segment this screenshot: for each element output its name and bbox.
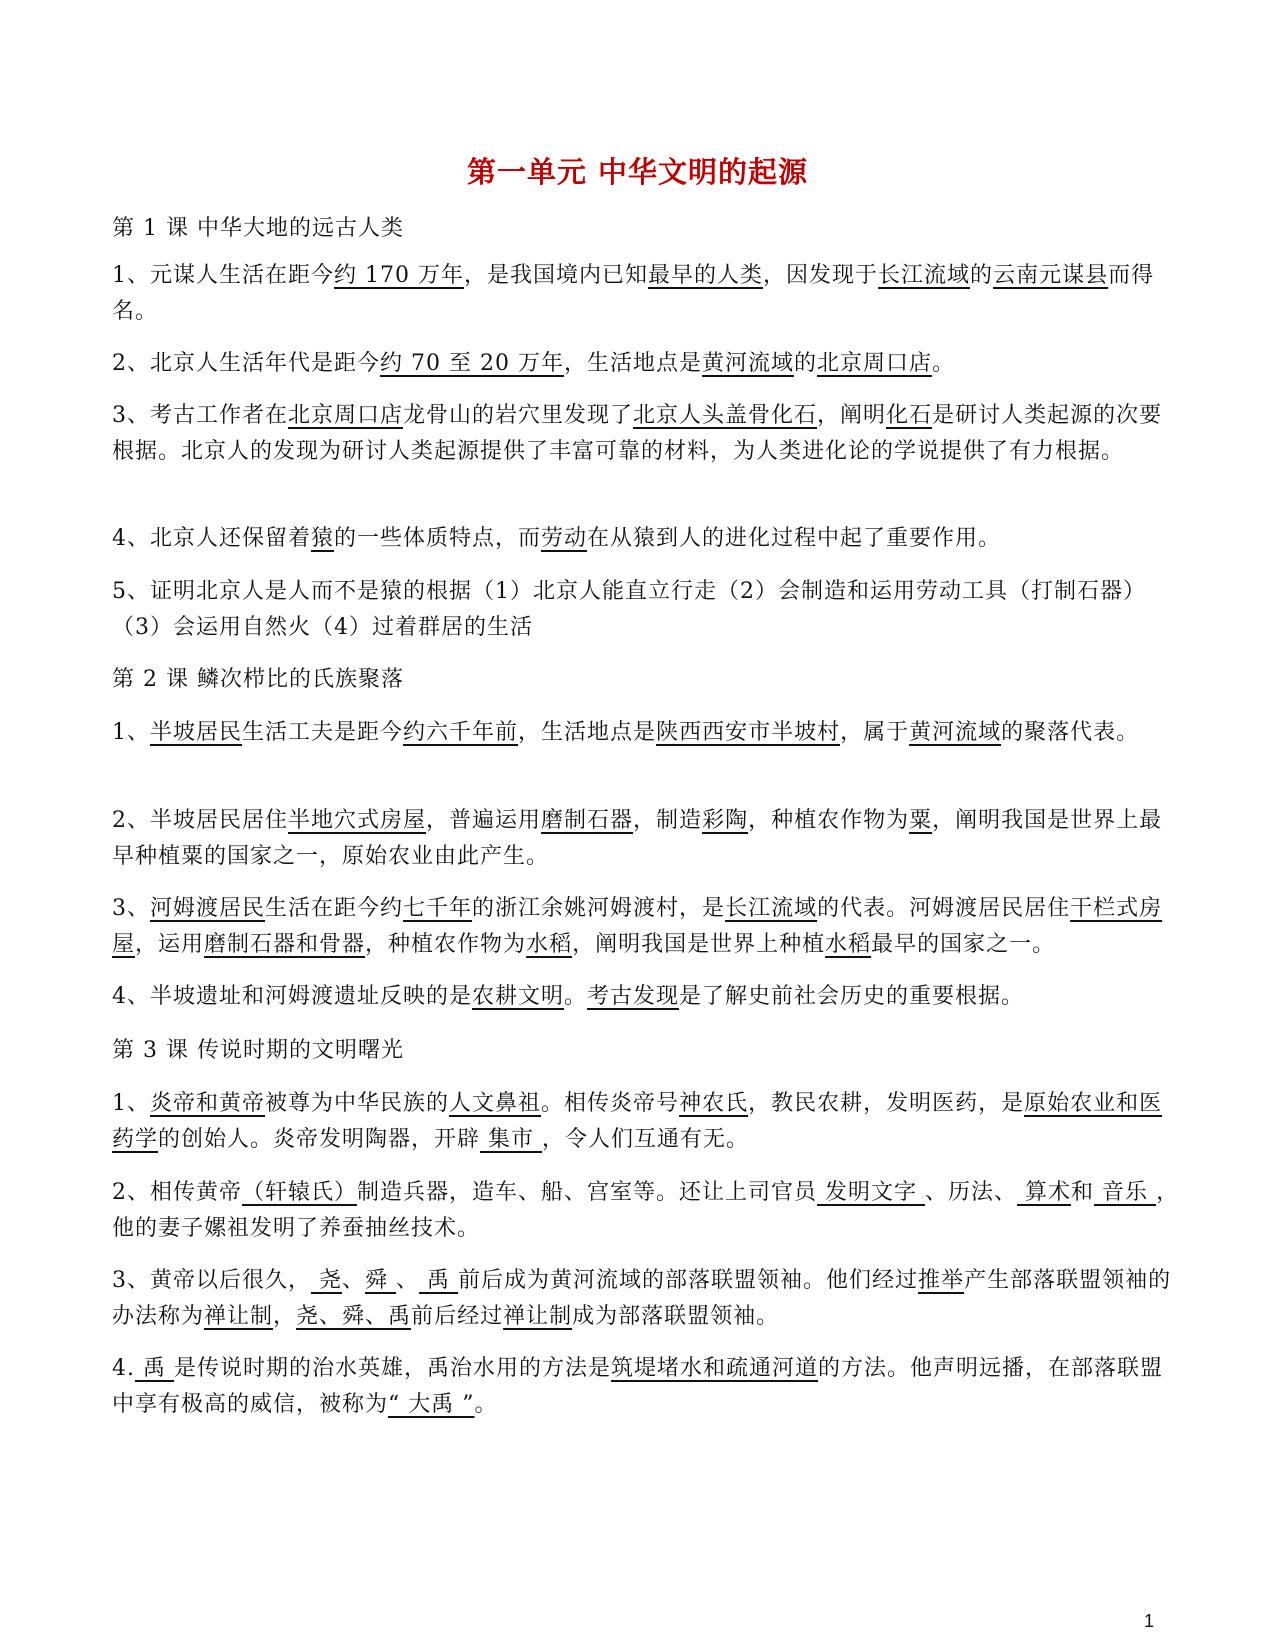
page-title: 第一单元 中华文明的起源	[466, 155, 809, 189]
lesson-2-item-1	[112, 715, 1180, 751]
lesson-1-heading	[112, 211, 1180, 247]
fill-in-answer: 音乐	[1094, 1180, 1157, 1205]
text-segment: 的浙江余姚河姆渡村，是	[472, 896, 726, 921]
lesson-3-heading	[112, 1033, 1180, 1069]
fill-in-answer: 算术	[1017, 1180, 1072, 1205]
text-segment: 。	[474, 1392, 498, 1417]
text-segment: ，阐明我国是世界上最早种植粟的国家之一，原始农业由此产生。	[112, 808, 1163, 869]
fill-in-answer: 河姆渡居民	[150, 896, 266, 921]
text-segment: 生活在距今约	[265, 896, 404, 921]
fill-in-answer: 禅让制	[204, 1304, 274, 1329]
text-segment: 2、北京人生活年代是距今	[112, 351, 380, 376]
text-segment: 是传说时期的治水英雄，禹治水用的方法是	[174, 1356, 612, 1381]
text-segment: 4.	[112, 1356, 135, 1381]
text-segment: 第 3 课 传说时期的文明曙光	[112, 1038, 404, 1063]
text-segment: 。相传炎帝号	[541, 1091, 680, 1116]
fill-in-answer: 半坡居民	[150, 720, 243, 745]
text-segment: 4、北京人还保留着	[112, 526, 311, 551]
fill-in-answer: 农耕文明	[472, 984, 565, 1009]
lesson-1-item-4	[112, 521, 1180, 557]
text-segment: 3、考古工作者在	[112, 403, 288, 428]
text-segment: 在从猿到人的进化过程中起了重要作用。	[587, 526, 1002, 551]
text-segment: 1、元谋人生活在距今	[112, 263, 334, 288]
fill-in-answer: 化石	[886, 403, 933, 428]
text-segment: 3、黄帝以后很久，	[112, 1268, 311, 1293]
lesson-1-item-5	[112, 574, 1180, 646]
text-segment: ，制造	[633, 808, 703, 833]
text-segment: 和	[1071, 1180, 1095, 1205]
fill-in-answer: “ 大禹 ”	[388, 1392, 475, 1417]
text-segment: 。	[932, 351, 956, 376]
fill-in-answer: 猿	[311, 526, 335, 551]
text-segment: 5、证明北京人是人而不是猿的根据（1）北京人能直立行走（2）会制造和运用劳动工具（打制石器）（3）会运用自然火（4）过着群居的生活	[112, 579, 1146, 640]
text-segment: 3、	[112, 896, 150, 921]
text-segment: ，阐明	[817, 403, 887, 428]
text-segment: 。	[564, 984, 588, 1009]
fill-in-answer: 约 170 万年	[334, 263, 464, 288]
text-segment: 是研讨人类起源的次要根据。北京人的发现为研讨人类起源提供了丰富可靠的材料，为人类进化论的学说提供了有力根据。	[112, 403, 1163, 464]
lesson-3-item-4	[112, 1351, 1180, 1423]
text-segment: 、	[396, 1268, 420, 1293]
lesson-2-heading	[112, 662, 1180, 698]
fill-in-answer: 舜	[365, 1268, 397, 1293]
fill-in-answer: 干栏式房屋	[112, 896, 1163, 957]
fill-in-answer: 神农氏	[679, 1091, 749, 1116]
fill-in-answer: 磨制石器	[541, 808, 634, 833]
fill-in-answer: 云南元谋县	[993, 263, 1109, 288]
text-segment: 第 1 课 中华大地的远古人类	[112, 216, 404, 241]
fill-in-answer: 黄河流域	[701, 351, 794, 376]
fill-in-answer: 发明文字	[817, 1180, 926, 1205]
fill-in-answer: 人文鼻祖	[449, 1091, 542, 1116]
lesson-2-item-4	[112, 979, 1180, 1015]
text-segment: 的	[794, 351, 818, 376]
text-segment: 2、半坡居民居住	[112, 808, 288, 833]
fill-in-answer: 黄河流域	[909, 720, 1002, 745]
fill-in-answer: 长江流域	[878, 263, 971, 288]
text-segment: 4、半坡遗址和河姆渡遗址反映的是	[112, 984, 472, 1009]
text-segment: ，他的妻子嫘祖发明了养蚕抽丝技术。	[112, 1180, 1180, 1241]
text-segment: ，种植农作物为	[748, 808, 910, 833]
fill-in-answer: 半地穴式房屋	[288, 808, 427, 833]
text-segment: ，阐明我国是世界上种植	[572, 932, 826, 957]
text-segment: 、	[342, 1268, 366, 1293]
fill-in-answer: 水稻	[526, 932, 573, 957]
text-segment: ，教民农耕，发明医药，是	[748, 1091, 1025, 1116]
text-segment: ，令人们互通有无。	[542, 1127, 750, 1152]
text-segment: ，因发现于	[763, 263, 879, 288]
text-segment: ，属于	[840, 720, 910, 745]
text-segment: 、历法、	[925, 1180, 1018, 1205]
text-segment: 的代表。河姆渡居民居住	[817, 896, 1071, 921]
text-segment: ，运用	[135, 932, 205, 957]
lesson-1-item-1	[112, 258, 1180, 330]
fill-in-answer: 约 70 至 20 万年	[380, 351, 564, 376]
text-segment: 被尊为中华民族的	[265, 1091, 450, 1116]
fill-in-answer: 粟	[909, 808, 933, 833]
fill-in-answer: （轩辕氏）	[242, 1180, 358, 1205]
fill-in-answer: 彩陶	[702, 808, 749, 833]
lesson-2-item-2	[112, 803, 1180, 875]
text-segment: 的方法。他声明远播，在部落联盟中享有极高的威信，被称为	[112, 1356, 1164, 1417]
fill-in-answer: 北京周口店	[817, 351, 933, 376]
text-segment: 制造兵器，造车、船、宫室等。还让上司官员	[357, 1180, 818, 1205]
text-segment: 而得名。	[112, 263, 1155, 324]
fill-in-answer: 禹	[419, 1268, 459, 1293]
text-segment: 1、	[112, 720, 150, 745]
text-segment: 1、	[112, 1091, 150, 1116]
page-number: 1	[1144, 1611, 1155, 1631]
lesson-3-item-1	[112, 1086, 1180, 1158]
fill-in-answer: 北京人头盖骨化石	[633, 403, 818, 428]
text-segment: 成为部落联盟领袖。	[572, 1304, 780, 1329]
text-segment: ，是我国境内已知	[463, 263, 648, 288]
fill-in-answer: 禅让制	[503, 1304, 573, 1329]
text-segment: 第 2 课 鳞次栉比的氏族聚落	[112, 667, 404, 692]
fill-in-answer: 最早的人类	[648, 263, 764, 288]
text-segment: 的聚落代表。	[1001, 720, 1140, 745]
fill-in-answer: 北京周口店	[288, 403, 404, 428]
text-segment: 产生部落联盟领袖的办法称为	[112, 1268, 1172, 1329]
fill-in-answer: 考古发现	[587, 984, 680, 1009]
fill-in-answer: 集市	[480, 1127, 543, 1152]
lesson-1-item-3	[112, 398, 1180, 470]
text-segment: 的	[970, 263, 994, 288]
fill-in-answer: 劳动	[541, 526, 588, 551]
fill-in-answer: 原始农业和医药学	[112, 1091, 1163, 1152]
text-segment: ，普遍运用	[426, 808, 542, 833]
text-segment: ，	[273, 1304, 297, 1329]
lesson-3-item-2	[112, 1175, 1180, 1247]
text-segment: ，种植农作物为	[365, 932, 527, 957]
fill-in-answer: 陕西西安市半坡村	[656, 720, 841, 745]
lesson-3-item-3	[112, 1263, 1180, 1335]
lesson-1-item-2	[112, 346, 1180, 382]
fill-in-answer: 禹	[135, 1356, 174, 1381]
fill-in-answer: 磨制石器和骨器	[204, 932, 366, 957]
fill-in-answer: 尧	[311, 1268, 342, 1293]
text-segment: 2、相传黄帝	[112, 1180, 242, 1205]
fill-in-answer: 长江流域	[725, 896, 818, 921]
text-segment: 前后成为黄河流域的部落联盟领袖。他们经过	[458, 1268, 919, 1293]
fill-in-answer: 水稻	[825, 932, 872, 957]
lesson-2-item-3	[112, 891, 1180, 963]
fill-in-answer: 推举	[918, 1268, 965, 1293]
text-segment: 是了解史前社会历史的重要根据。	[679, 984, 1025, 1009]
fill-in-answer: 筑堤堵水和疏通河道	[611, 1356, 819, 1381]
fill-in-answer: 炎帝和黄帝	[150, 1091, 266, 1116]
text-segment: 前后经过	[411, 1304, 504, 1329]
text-segment: ，生活地点是	[518, 720, 657, 745]
text-segment: 龙骨山的岩穴里发现了	[403, 403, 634, 428]
text-segment: 生活工夫是距今	[242, 720, 404, 745]
text-segment: 最早的国家之一。	[871, 932, 1056, 957]
text-segment: 的一些体质特点，而	[334, 526, 542, 551]
fill-in-answer: 约六千年前	[403, 720, 519, 745]
fill-in-answer: 七千年	[403, 896, 473, 921]
text-segment: ，生活地点是	[563, 351, 702, 376]
text-segment: 的创始人。炎帝发明陶器，开辟	[158, 1127, 481, 1152]
fill-in-answer: 尧、舜、禹	[296, 1304, 412, 1329]
